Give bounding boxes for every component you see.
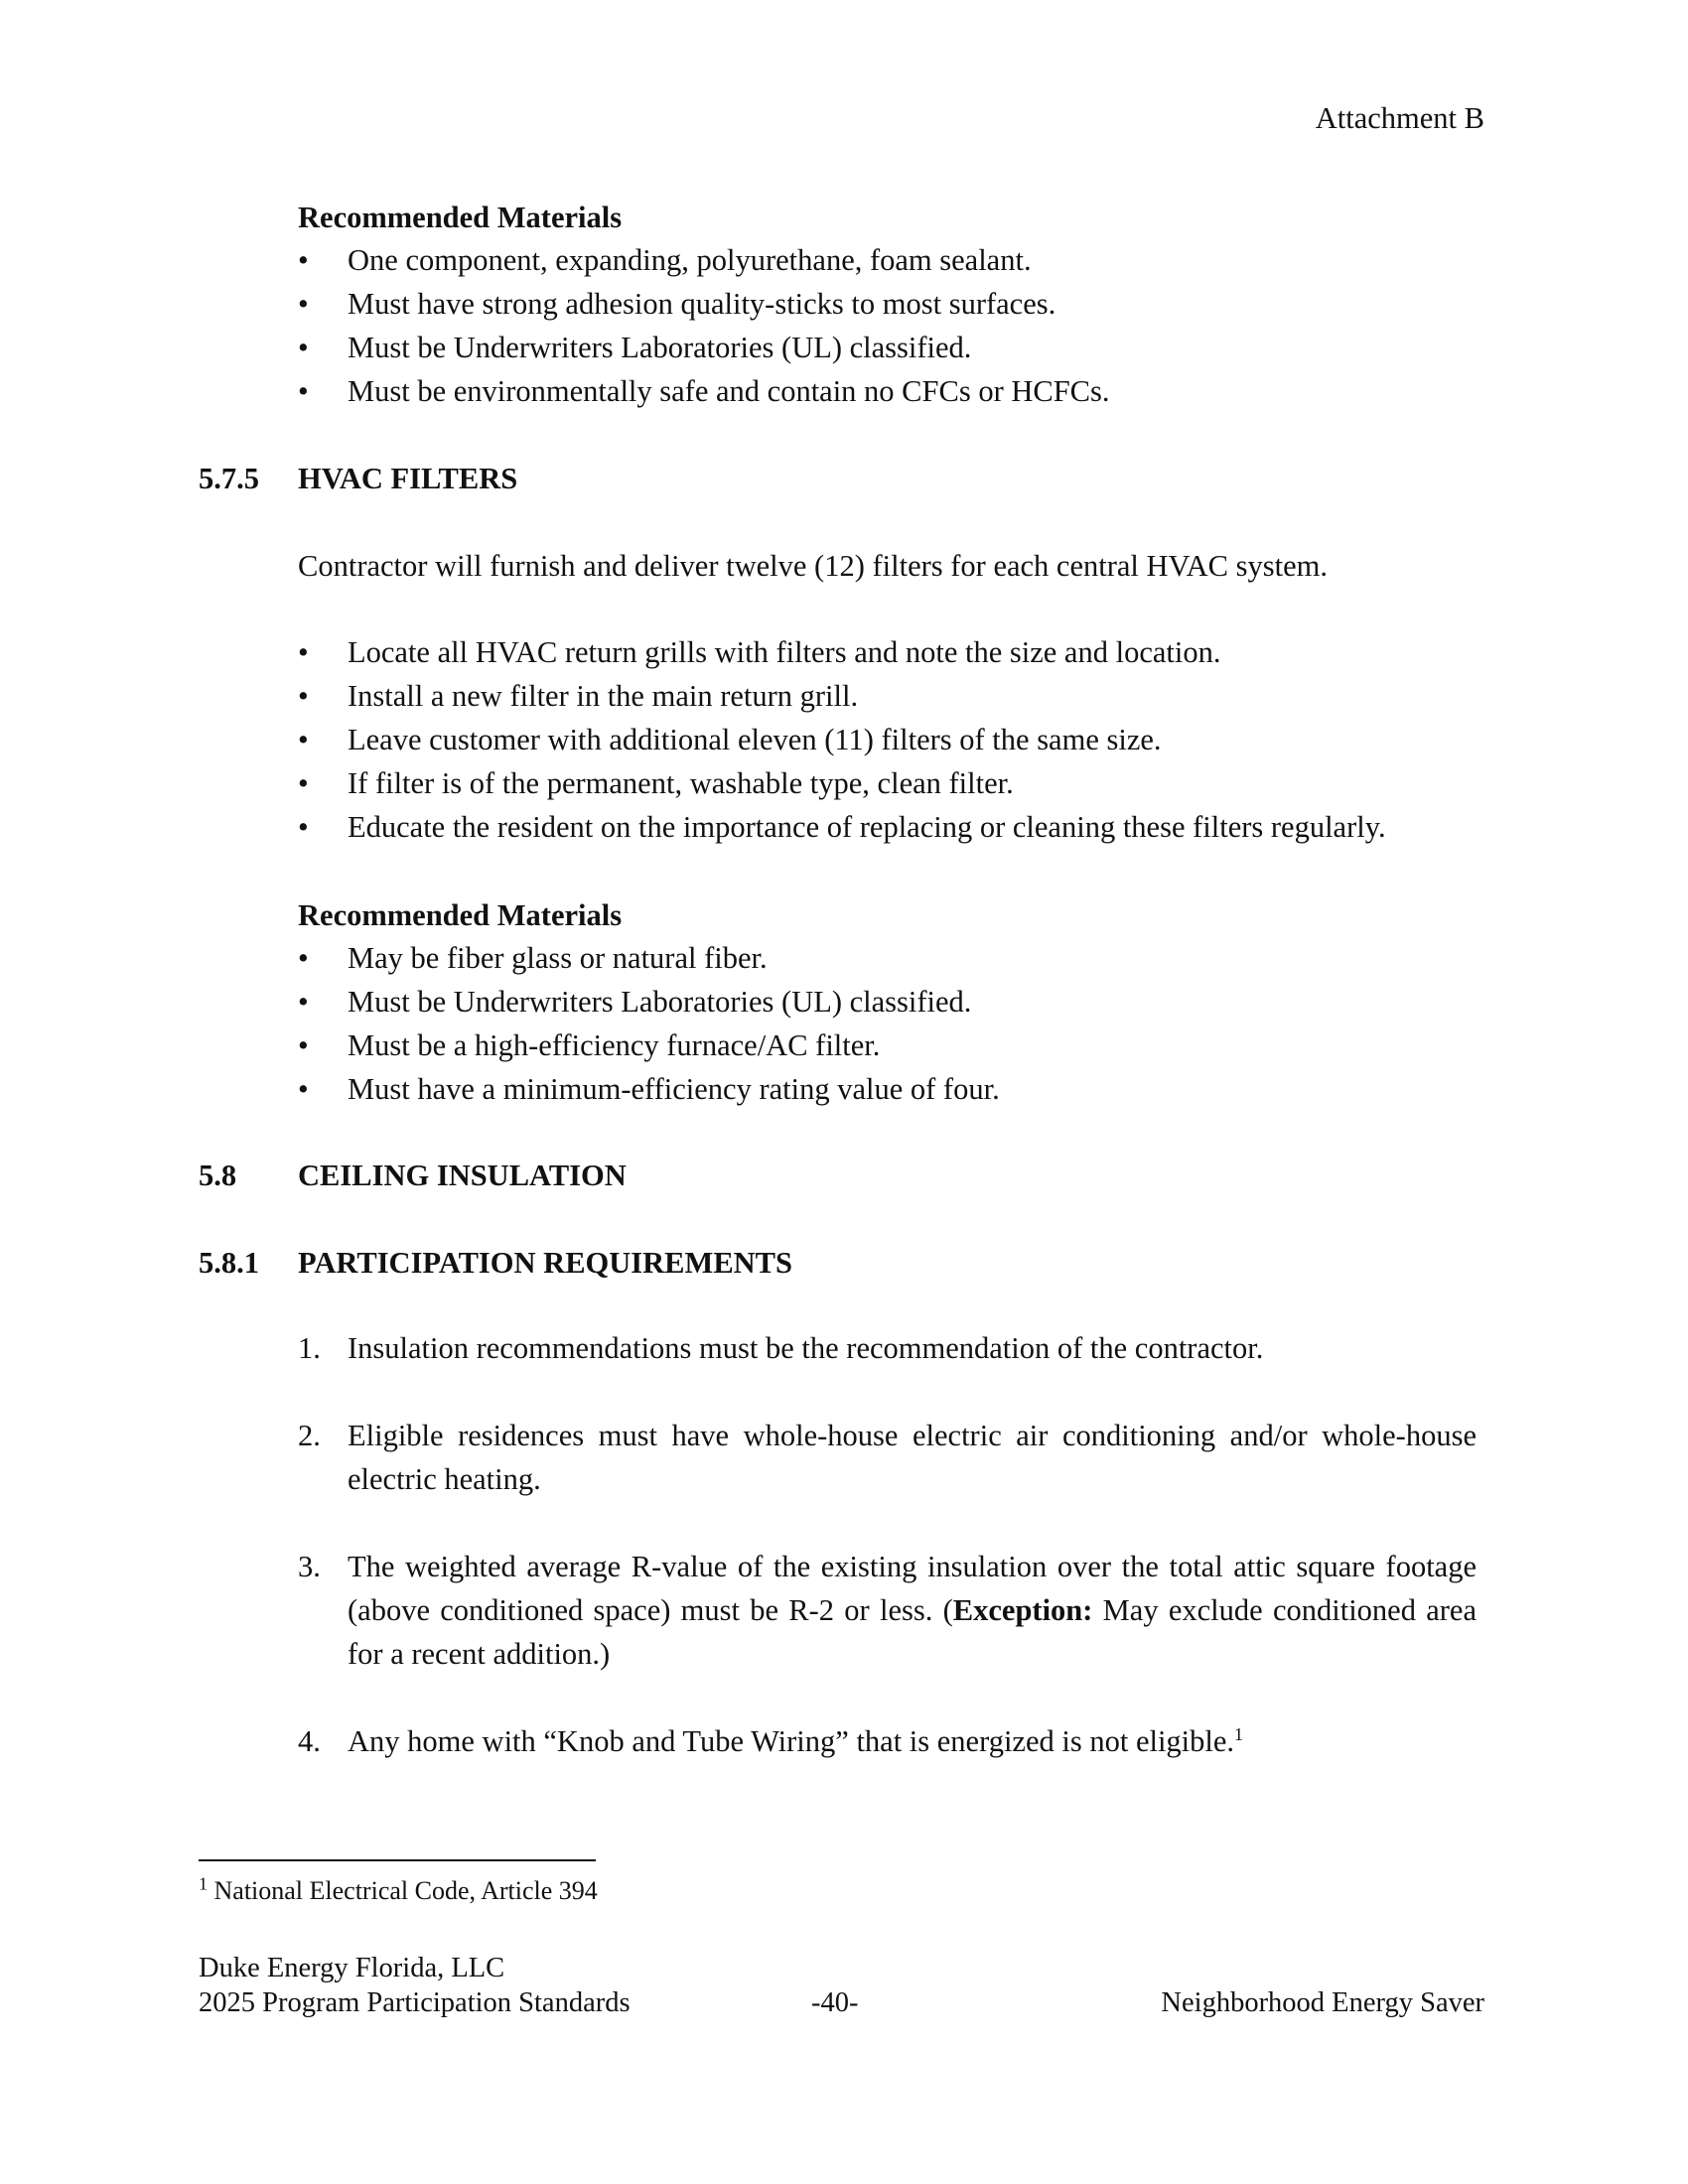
list-item: • Educate the resident on the importance of replacing or cleaning these filters regularly.: [298, 805, 1386, 849]
list-item: • Must have a minimum-efficiency rating value of four.: [298, 1067, 1000, 1111]
page-number: -40-: [811, 1987, 859, 2018]
item-text-part: May exclude conditioned area for a recent addition.): [348, 1593, 1477, 1671]
footnote-divider: [199, 1859, 596, 1861]
list-item: • May be fiber glass or natural fiber.: [298, 936, 1000, 980]
item-text-part: The weighted average R-value of the existing insulation over the total attic square footage (above conditioned space) must be R-2 or less. (: [348, 1550, 1477, 1627]
footnote: [199, 1873, 598, 1906]
list-item: • Must have strong adhesion quality-sticks to most surfaces.: [298, 282, 1110, 326]
section-number: 5.8.1: [199, 1246, 259, 1280]
list-item: • Must be Underwriters Laboratories (UL) classified.: [298, 980, 1000, 1024]
numbered-item: [298, 1326, 1477, 1370]
section-number: 5.8: [199, 1159, 237, 1192]
item-number: 3.: [298, 1550, 321, 1583]
item-number: 1.: [298, 1331, 321, 1365]
footnote-mark: 1: [199, 1873, 208, 1894]
list-item: • Locate all HVAC return grills with filters and note the size and location.: [298, 630, 1386, 674]
section-title: PARTICIPATION REQUIREMENTS: [298, 1246, 792, 1280]
filter-materials-list: [298, 936, 1000, 1111]
materials-list: [298, 238, 1110, 413]
footer-company: Duke Energy Florida, LLC: [199, 1953, 505, 1983]
materials-heading: Recommended Materials: [298, 898, 623, 932]
list-item: • One component, expanding, polyurethane, foam sealant.: [298, 238, 1110, 282]
item-text: Insulation recommendations must be the recommendation of the contractor.: [348, 1331, 1264, 1365]
exception-label: Exception:: [952, 1593, 1093, 1627]
item-number: 2.: [298, 1419, 321, 1452]
attachment-label: Attachment B: [1315, 101, 1484, 135]
numbered-item: [298, 1414, 1477, 1501]
list-item: • Leave customer with additional eleven (11) filters of the same size.: [298, 718, 1386, 761]
footer-program: Neighborhood Energy Saver: [1161, 1987, 1484, 2018]
footnote-text: National Electrical Code, Article 394: [208, 1876, 598, 1905]
item-text: [348, 1719, 1477, 1763]
hvac-steps-list: [298, 630, 1386, 849]
item-text-part: Any home with “Knob and Tube Wiring” that is energized is not eligible.: [348, 1724, 1235, 1758]
item-text: Eligible residences must have whole-house electric air conditioning and/or whole-house electric heating.: [348, 1419, 1477, 1496]
list-item: • Must be Underwriters Laboratories (UL) classified.: [298, 326, 1110, 369]
list-item: • Install a new filter in the main return grill.: [298, 674, 1386, 718]
list-item: • Must be environmentally safe and contain no CFCs or HCFCs.: [298, 369, 1110, 413]
section-number: 5.7.5: [199, 462, 259, 495]
paragraph: Contractor will furnish and deliver twelve (12) filters for each central HVAC system.: [298, 549, 1328, 583]
list-item: • If filter is of the permanent, washable type, clean filter.: [298, 761, 1386, 805]
list-item: • Must be a high-efficiency furnace/AC filter.: [298, 1024, 1000, 1067]
numbered-item: [298, 1719, 1477, 1763]
section-title: HVAC FILTERS: [298, 462, 518, 495]
materials-heading: Recommended Materials: [298, 201, 623, 234]
item-number: 4.: [298, 1724, 321, 1758]
item-text: [348, 1545, 1477, 1676]
footer-standards: 2025 Program Participation Standards: [199, 1987, 631, 2018]
section-title: CEILING INSULATION: [298, 1159, 627, 1192]
footnote-ref[interactable]: 1: [1234, 1723, 1244, 1744]
numbered-item: [298, 1545, 1477, 1676]
